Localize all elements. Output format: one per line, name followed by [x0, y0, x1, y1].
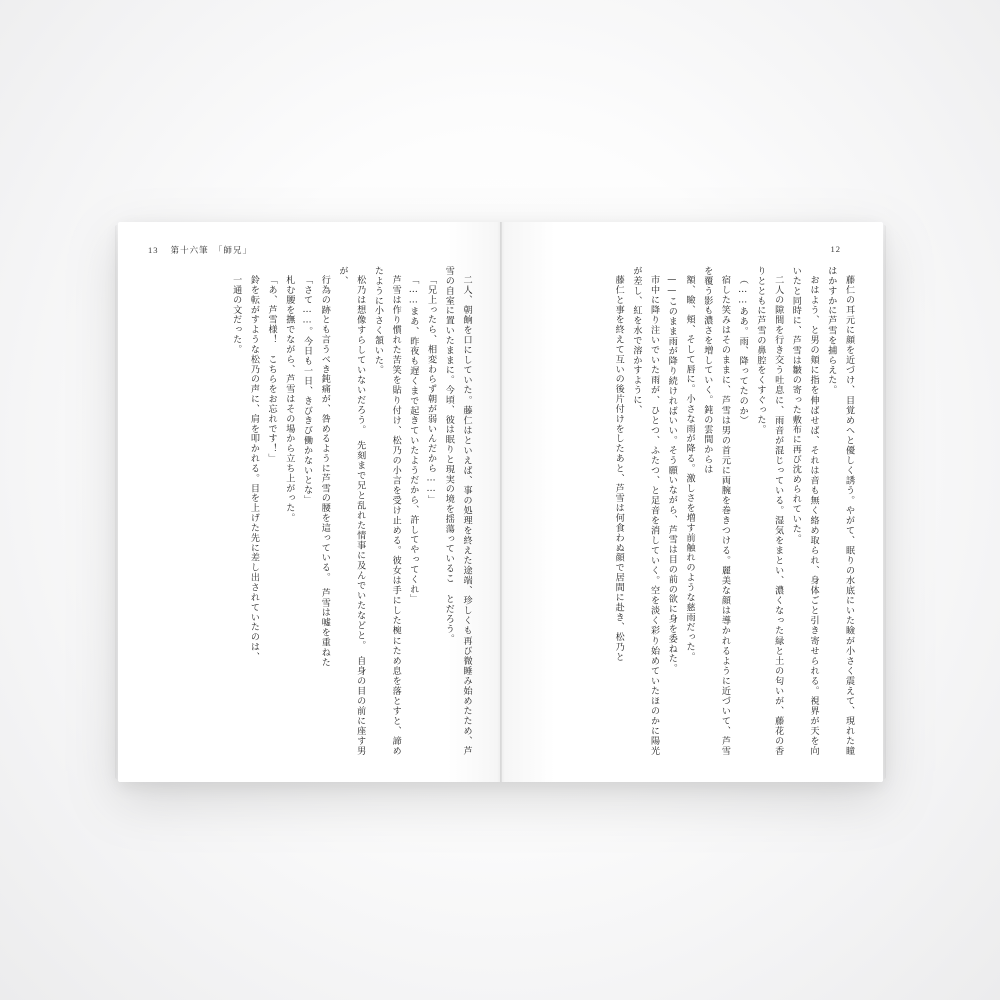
page-edge-right — [883, 225, 886, 779]
paragraph: ——このまま雨が降り続ければいい。そう願いながら、芦雪は目の前の欲に身を委ねた。 — [666, 275, 677, 674]
running-head-right — [830, 244, 853, 254]
paragraph: 藤仁の耳元に顔を近づけ、目覚めへと優しく誘う。やがて、眠りの水底にいた瞼が小さく震えて、現れた瞳はかすかに芦雪を捕らえた。 — [826, 266, 854, 756]
paragraph: 一通の文だった。 — [231, 275, 242, 355]
folio-number-left: 13 — [148, 245, 159, 255]
chapter-title: 第十六筆 「師兄」 — [170, 245, 252, 255]
paragraph: （……ああ。雨、降ってたのか） — [737, 275, 748, 426]
folio-number-right: 12 — [830, 244, 841, 254]
paragraph: 松乃は想像すらしていないだろう。 先刻まで兄と乱れた情事に及んでいたなどと。 自身の目の前に座す男が、 — [337, 266, 366, 756]
paragraph: 「兄上ったら、相変わらず朝が弱いんだから……」 — [426, 275, 437, 506]
paragraph: 「あ、芦雪様！ こちらをお忘れです！」 — [266, 275, 277, 464]
paragraph: 行為の跡とも言うべき鈍痛が、咎めるように芦雪の腰を這っている。 芦雪は嘘を重ねた — [319, 275, 330, 668]
paragraph: 「さて……。今日も一日、きびきび働かないとな」 — [302, 275, 313, 506]
book-spread — [118, 222, 883, 782]
paragraph: 額、瞼、頬、そして唇に。小さな雨が降る。激しさを増す前触れのような慈雨だった。 — [684, 275, 695, 662]
body-text-left — [152, 266, 475, 756]
paragraph: おはよう、と男の頬に指を伸ばせば、それは音も無く絡め取られ、身体ごと引き寄せられる。視界が天を向いたと同時に、芦雪は皺の寄った敷布に再び沈められていた。 — [790, 266, 819, 756]
book-page-left — [118, 222, 501, 782]
page-edge-left — [115, 225, 118, 779]
paragraph: 「……まあ、昨夜も遅くまで起きていたようだから、許してやってくれ」 — [408, 275, 419, 605]
paragraph: 鈴を転がすような松乃の声に、肩を叩かれる。目を上げた先に差し出されていたのは、 — [248, 275, 259, 662]
running-head-left — [148, 244, 252, 256]
paragraph: 芦雪は作り慣れた苦笑を貼り付け、松乃の小言を受け止める。彼女は手にした椀にため息を落とすと、諦めたように小さく頷いた。 — [372, 266, 401, 756]
book-page-right — [501, 222, 884, 782]
paragraph: 市中に降り注いでいた雨が、ひとつ、ふたつ、と足音を消していく。空を淡く彩り始めていたほのかに陽光が差し、紅を水で溶かすように、 — [631, 266, 660, 756]
paragraph: 二人、朝餉を口にしていた。藤仁はといえば、事の処理を終えた途端、珍しくも再び微睡み始めたため、芦雪の自室に置いたままに。今頃、彼は眠りと現実の境を揺蕩っているこ とだろう。 — [443, 266, 472, 756]
paragraph: 藤仁と事を終えて互いの後片付けをしたあと、芦雪は何食わぬ顔で居間に赴き、松乃と — [613, 275, 624, 662]
paragraph: 札む腰を撫でながら、芦雪はその場から立ち上がった。 — [284, 275, 295, 524]
body-text-right — [535, 266, 858, 756]
paragraph: 二人の隙間を行き交う吐息に、雨音が混じっている。湿気をまとい、濃くなった緑と土の匂いが、藤花の香りとともに芦雪の鼻腔をくすぐった。 — [755, 266, 784, 756]
paragraph: 宿した笑みはそのままに、芦雪は男の首元に両腕を巻きつける。麗美な顔は導かれるように近づいて、芦雪を覆う影も濃さを増していく。鈍の雲間からは — [702, 266, 730, 756]
